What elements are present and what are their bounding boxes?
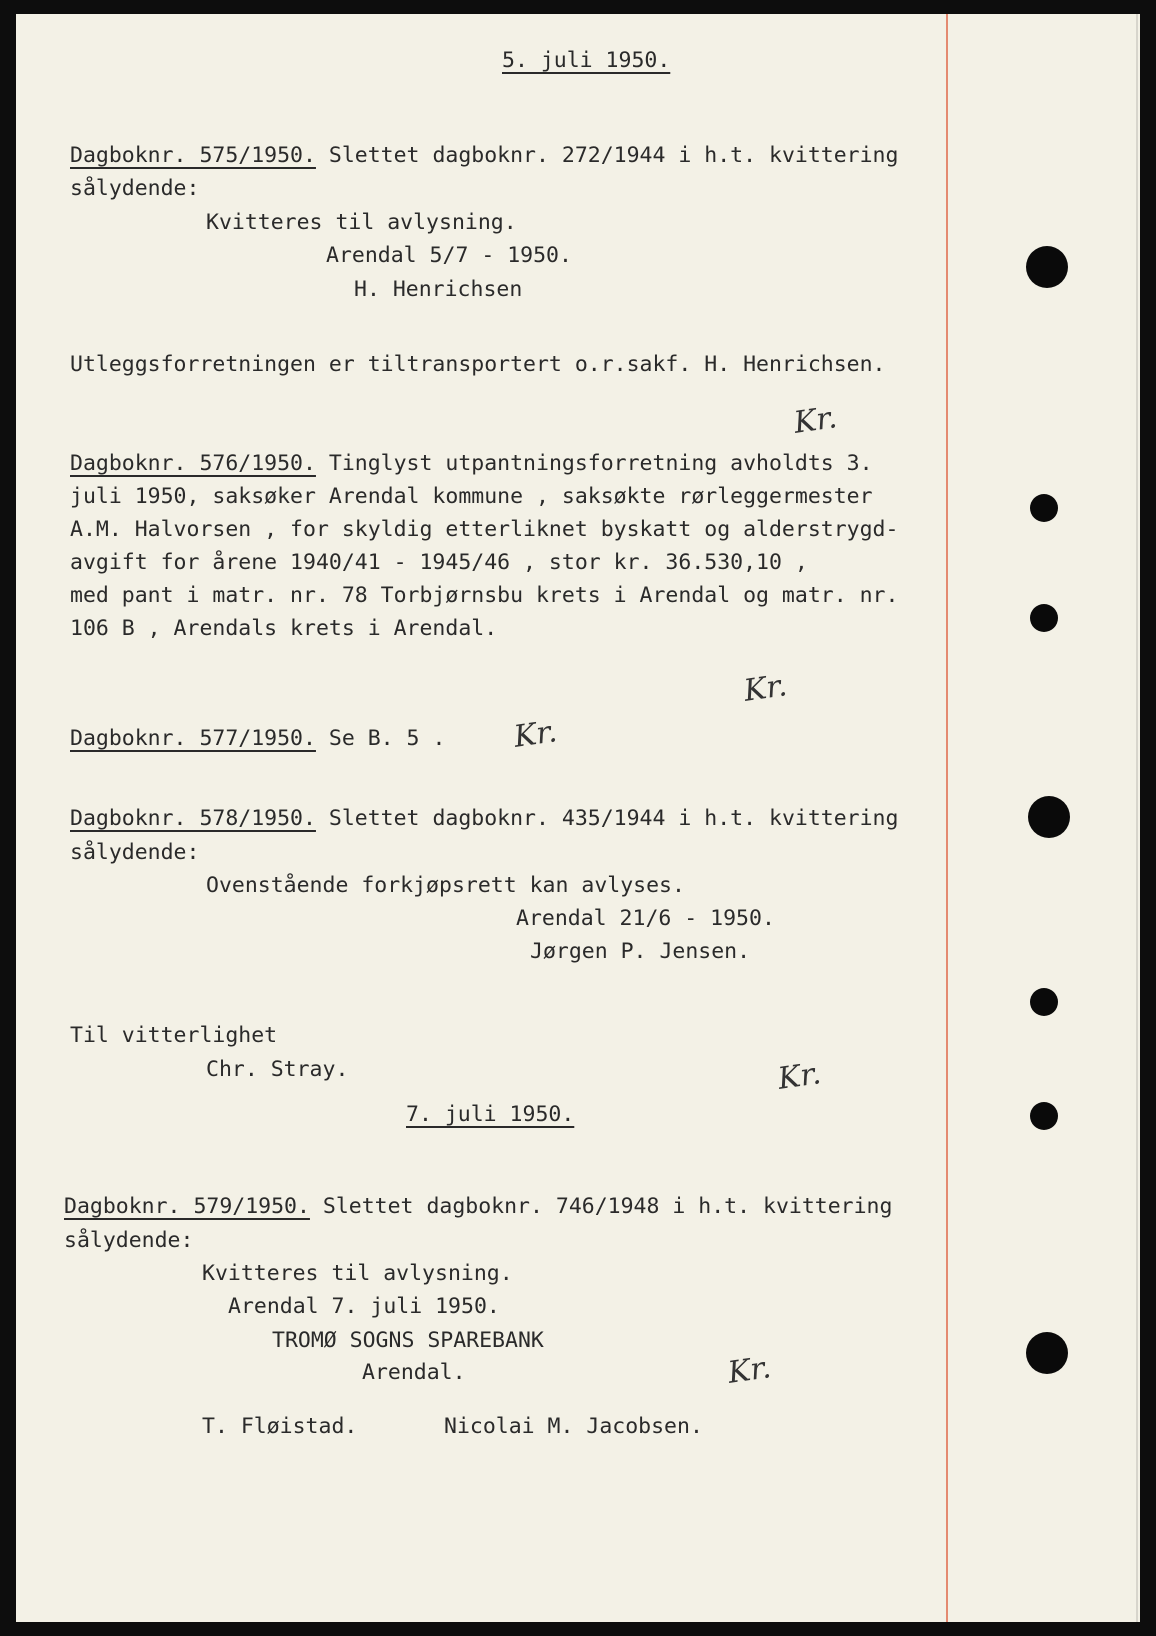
entry-576-line4: avgift for årene 1940/41 - 1945/46 , stor kr. 36.530,10 , bbox=[70, 550, 808, 575]
note-utlegg: Utleggsforretningen er tiltransportert o.r.sakf. H. Henrichsen. bbox=[70, 352, 886, 377]
entry-579-quote1: Kvitteres til avlysning. bbox=[202, 1261, 513, 1286]
entry-579-line1: Dagboknr. 579/1950. Slettet dagboknr. 746/1948 i h.t. kvittering bbox=[64, 1194, 893, 1219]
entry-579-line2: sålydende: bbox=[64, 1228, 194, 1253]
entry-578-line2: sålydende: bbox=[70, 840, 200, 865]
entry-576-line3: A.M. Halvorsen , for skyldig etterliknet byskatt og alderstrygd- bbox=[70, 517, 899, 542]
entry-575-line2: sålydende: bbox=[70, 176, 200, 201]
punch-hole bbox=[1030, 494, 1058, 522]
initials-signature: Kr. bbox=[791, 400, 840, 441]
entry-579-quote3: TROMØ SOGNS SPAREBANK bbox=[272, 1328, 544, 1353]
entry-575-quote3: H. Henrichsen bbox=[354, 277, 523, 302]
punch-hole bbox=[1030, 604, 1058, 632]
entry-579-signer1: T. Fløistad. bbox=[202, 1414, 358, 1439]
entry-578-quote1: Ovenstående forkjøpsrett kan avlyses. bbox=[206, 873, 685, 898]
initials-signature: Kr. bbox=[511, 714, 560, 755]
punch-hole bbox=[1026, 1332, 1068, 1374]
entry-578-quote3: Jørgen P. Jensen. bbox=[530, 939, 751, 964]
initials-signature: Kr. bbox=[775, 1056, 824, 1097]
page-edge-rule bbox=[1136, 14, 1138, 1622]
entry-578-line1: Dagboknr. 578/1950. Slettet dagboknr. 435/1944 i h.t. kvittering bbox=[70, 806, 899, 831]
entry-578-witness1: Til vitterlighet bbox=[70, 1023, 278, 1048]
entry-579-quote2: Arendal 7. juli 1950. bbox=[228, 1294, 500, 1319]
entry-577-line: Dagboknr. 577/1950. Se B. 5 . bbox=[70, 726, 446, 751]
entry-575-line1: Dagboknr. 575/1950. Slettet dagboknr. 272/1944 i h.t. kvittering bbox=[70, 143, 899, 168]
punch-hole bbox=[1030, 1102, 1058, 1130]
entry-576-line2: juli 1950, saksøker Arendal kommune , saksøkte rørleggermester bbox=[70, 484, 873, 509]
entry-579-ref: Dagboknr. 579/1950. bbox=[64, 1194, 310, 1219]
punch-hole bbox=[1026, 246, 1068, 288]
document-page bbox=[16, 14, 1140, 1622]
entry-575-ref: Dagboknr. 575/1950. bbox=[70, 143, 316, 168]
margin-rule bbox=[946, 14, 948, 1622]
entry-578-quote2: Arendal 21/6 - 1950. bbox=[516, 906, 775, 931]
entry-576-line1: Dagboknr. 576/1950. Tinglyst utpantningsforretning avholdts 3. bbox=[70, 451, 873, 476]
entry-575-quote2: Arendal 5/7 - 1950. bbox=[326, 243, 572, 268]
initials-signature: Kr. bbox=[725, 1350, 774, 1391]
entry-579-quote4: Arendal. bbox=[362, 1360, 466, 1385]
entry-575-quote1: Kvitteres til avlysning. bbox=[206, 210, 517, 235]
punch-hole bbox=[1028, 796, 1070, 838]
entry-577-ref: Dagboknr. 577/1950. bbox=[70, 726, 316, 751]
entry-579-signer2: Nicolai M. Jacobsen. bbox=[444, 1414, 703, 1439]
date-heading: 7. juli 1950. bbox=[406, 1102, 575, 1127]
entry-576-line5: med pant i matr. nr. 78 Torbjørnsbu krets i Arendal og matr. nr. bbox=[70, 583, 899, 608]
entry-576-line6: 106 B , Arendals krets i Arendal. bbox=[70, 616, 498, 641]
entry-576-ref: Dagboknr. 576/1950. bbox=[70, 451, 316, 476]
initials-signature: Kr. bbox=[741, 668, 790, 709]
entry-578-ref: Dagboknr. 578/1950. bbox=[70, 806, 316, 831]
entry-578-witness2: Chr. Stray. bbox=[206, 1057, 349, 1082]
punch-hole bbox=[1030, 988, 1058, 1016]
date-heading: 5. juli 1950. bbox=[502, 48, 671, 73]
